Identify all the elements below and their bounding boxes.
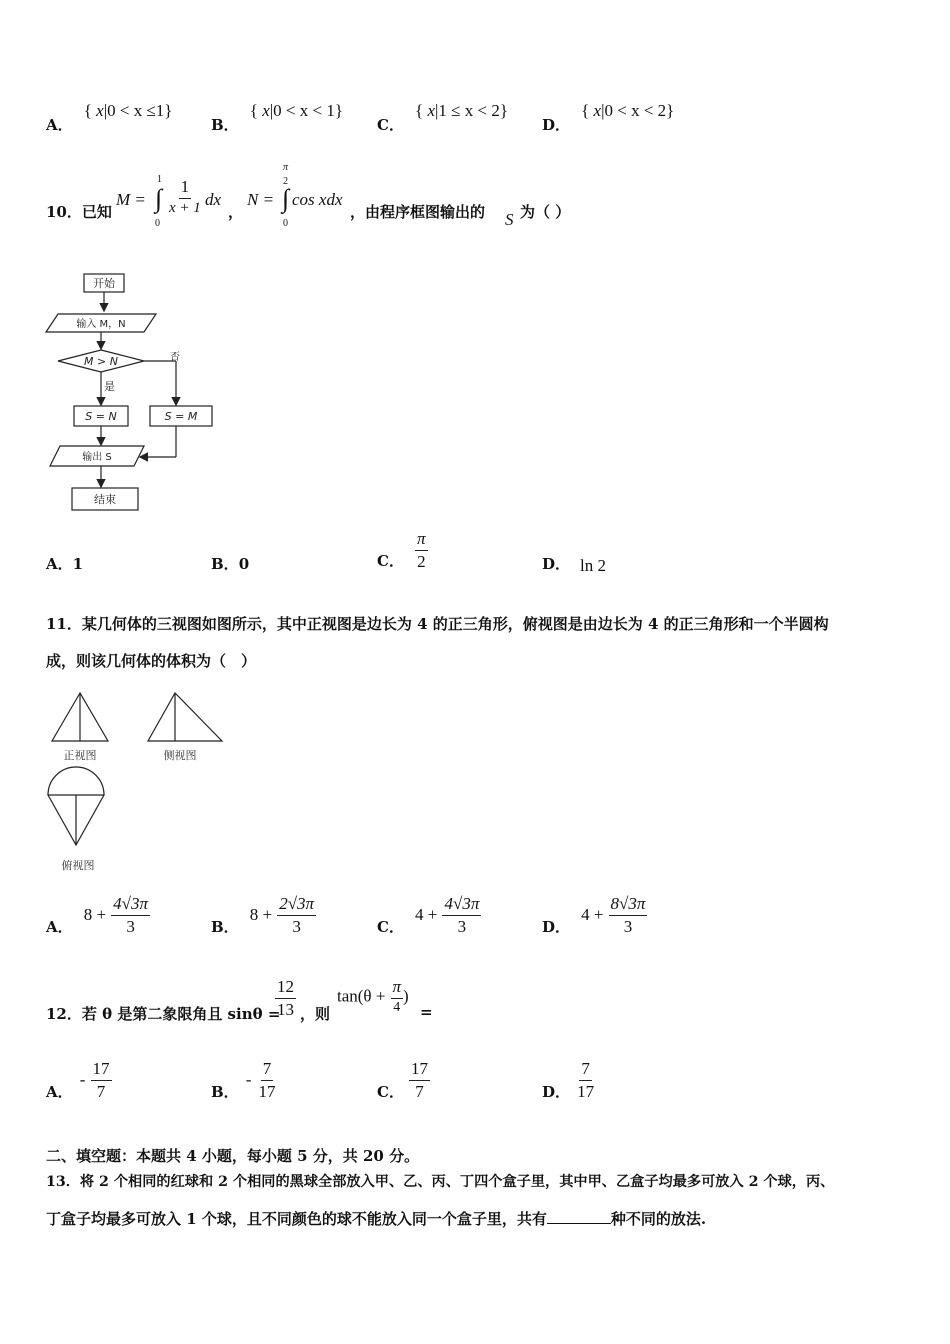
top-view-label: 俯视图 [61,859,95,872]
q13-line1: 13．将 2 个相同的红球和 2 个相同的黑球全部放入甲、乙、丙、丁四个盒子里，其中甲、乙盒子均最多可放入 2 个球，丙、 [46,1174,835,1190]
q10-n-integral: π 2 ∫ 0 cos xdx [282,162,343,229]
side-view-label: 侧视图 [163,749,197,762]
q10-flowchart [44,268,244,518]
q10-text-after: ，由程序框图输出的 [350,203,486,221]
q10-n-left: N = [247,190,275,209]
q11-line1: 11．某几何体的三视图如图所示，其中正视图是边长为 4 的正三角形，俯视图是由边长为 4 的正三角形和一个半圆构 [46,615,829,633]
q10-option-c: C． $\frac{\pi}{2}$ [377,529,426,571]
q10-text-end: 为（ ） [520,203,571,221]
option-label: C． [377,116,404,134]
flow-decision-text: M > N [84,355,118,368]
flow-no-box-text: S = M [164,410,198,423]
q9-option-c [377,100,509,134]
option-label: B． [211,116,239,134]
q12-option-d: D． $\frac{7}{17}$ [542,1059,595,1101]
q12-text1: 12．若 θ 是第二象限角且 sinθ = [46,1005,281,1023]
option-label: A． [46,116,73,134]
flow-input-text: 输入 M，N [76,319,126,330]
set-expression: { x|0 < x < 2} [581,101,675,120]
q10-number: 10．已知 [46,203,112,221]
flow-output-text: 输出 S [82,452,112,463]
q11-three-views [40,685,240,875]
q12-option-a: A． - $\frac{17}{7}$ [46,1059,110,1101]
q10-option-a: A．1 [46,555,84,573]
set-expression: { x|1 ≤ x < 2} [415,101,509,120]
q12-equals: = [420,1003,433,1021]
q10-s-var: S [505,210,514,229]
q13-line2: 丁盒子均最多可放入 1 个球，且不同颜色的球不能放入同一个盒子里，共有 种不同的放法. [46,1210,707,1228]
q12-tan-expression: tan(θ + $\frac{\pi}{4}$ ) [337,977,409,1015]
top-view-semicircle [48,767,104,795]
q10-m-integral: 1 ∫ 0 $\frac{1}{x + 1}$ dx [155,174,222,229]
q12-text2: ，则 [300,1005,331,1023]
flow-end-text: 结束 [94,493,116,506]
q10-option-d: D． ln 2 [542,555,606,575]
answer-blank[interactable] [547,1209,611,1224]
option-label: D． [542,116,571,134]
q11-option-b: B． 8 + $\frac{2√3\pi}{3}$ [211,894,315,936]
q10-option-b: B．0 [211,555,250,573]
q12-option-b: B． - $\frac{7}{17}$ [211,1059,276,1101]
q10-m-left: M = [116,190,146,209]
section-2-title: 二、填空题：本题共 4 小题，每小题 5 分，共 20 分。 [46,1147,420,1165]
q11-option-d: D． 4 + $\frac{8√3\pi}{3}$ [542,894,646,936]
q12-option-c: C． $\frac{17}{7}$ [377,1059,429,1101]
q10-comma: ， [228,203,244,221]
set-expression: { x|0 < x ≤1} [83,101,173,120]
q11-option-c: C． 4 + $\frac{4√3\pi}{3}$ [377,894,480,936]
q9-option-b [211,100,344,134]
q9-option-d [542,100,675,134]
set-expression: { x|0 < x < 1} [249,101,344,120]
flow-yes-box-text: S = N [85,410,117,423]
flow-no-label: 否 [170,352,180,363]
side-view-triangle [148,693,222,741]
front-view-label: 正视图 [63,749,97,762]
q11-option-a: A． 8 + $\frac{4√3\pi}{3}$ [46,894,149,936]
q11-line2: 成，则该几何体的体积为（ ） [46,652,257,670]
flow-yes-label: 是 [104,380,115,393]
flow-start-text: 开始 [93,277,115,290]
q12-sin-fraction: $\frac{12}{13}$ [277,977,294,1019]
q9-option-a [46,100,173,134]
